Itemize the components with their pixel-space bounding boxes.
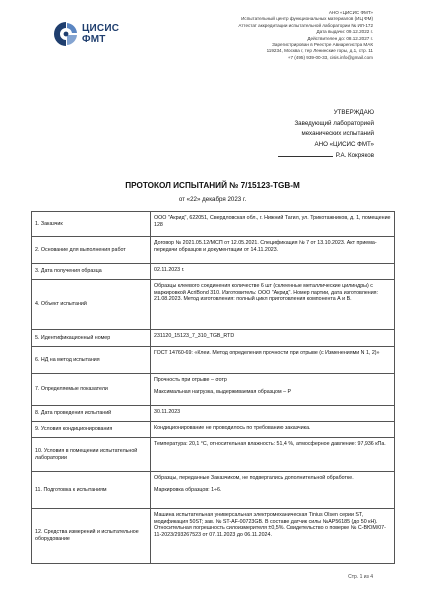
table-row bbox=[32, 472, 395, 509]
value-text: Образцы, переданные Заказчиком, не подвергались дополнительной обработке. bbox=[154, 475, 354, 481]
signature-line bbox=[278, 150, 333, 157]
page-number: Стр. 1 из 4 bbox=[348, 574, 373, 580]
value-text: Маркировка образцов: 1÷6. bbox=[154, 486, 222, 493]
document-date: от «22» декабря 2023 г. bbox=[178, 196, 247, 203]
row-value bbox=[151, 264, 395, 280]
protocol-table bbox=[31, 211, 395, 564]
value-text: 30.11.2023 bbox=[154, 409, 181, 415]
row-value bbox=[151, 330, 395, 347]
table-row bbox=[32, 374, 395, 406]
row-value bbox=[151, 347, 395, 374]
value-text: ООО "Акрид", 622051, Свердловская обл., г. Нижний Тагил, ул. Трикотажников, д. 1, помещение 128 bbox=[154, 215, 391, 228]
org-line: Зарегистрирован в Реестре Авиарегистра МАК bbox=[272, 42, 373, 48]
logo-text bbox=[82, 23, 119, 45]
value-text: Максимальная нагрузка, выдерживаемая образцом – P bbox=[154, 388, 292, 395]
approval-organization: АНО «ЦИСИС ФМТ» bbox=[314, 140, 374, 148]
table-row bbox=[32, 237, 395, 264]
row-value bbox=[151, 509, 395, 564]
row-key: 6. НД на метод испытания bbox=[32, 347, 151, 374]
row-key: 9. Условия кондиционирования bbox=[32, 422, 151, 438]
row-key: 2. Основание для выполнения работ bbox=[32, 237, 151, 264]
table-row bbox=[32, 330, 395, 347]
approval-department: механических испытаний bbox=[301, 130, 374, 137]
document-title: ПРОТОКОЛ ИСПЫТАНИЙ № 7/15123-TGB-M bbox=[125, 181, 300, 190]
row-value bbox=[151, 374, 395, 406]
row-key: 3. Дата получения образца bbox=[32, 264, 151, 280]
row-key: 10. Условия в помещении испытательной лаборатории bbox=[32, 438, 151, 472]
row-key: 11. Подготовка к испытаниям bbox=[32, 472, 151, 509]
row-value bbox=[151, 280, 395, 330]
value-text: Договор № 2021.05.12/МСП от 12.05.2021. Спецификация № 7 от 13.10.2023. Акт приема-передачи образцов и документации от 14.11.2023. bbox=[154, 240, 377, 253]
table-row bbox=[32, 347, 395, 374]
table-row bbox=[32, 212, 395, 237]
row-value bbox=[151, 472, 395, 509]
row-key: 7. Определяемые показатели bbox=[32, 374, 151, 406]
org-line: АНО «ЦИСИС ФМТ» bbox=[328, 10, 373, 15]
row-key: 8. Дата проведения испытаний bbox=[32, 406, 151, 422]
table-row bbox=[32, 509, 395, 564]
org-line: Действителен до: 08.12.2027 г. bbox=[307, 35, 373, 41]
value-text: 231120_15123_7_310_TGB_RTD bbox=[154, 333, 235, 339]
row-key: 5. Идентификационный номер bbox=[32, 330, 151, 347]
value-text: Температура: 20,1 °C, относительная влажность: 51,4 %, атмосферное давление: 97,936 кПа. bbox=[154, 441, 386, 447]
approval-block bbox=[278, 108, 374, 162]
logo-line-1: ЦИСИС bbox=[82, 23, 120, 34]
org-line: Дата выдачи: 09.12.2022 г. bbox=[316, 29, 373, 35]
value-text: Кондиционирование не проводилось по требованию заказчика. bbox=[154, 425, 311, 431]
table-row bbox=[32, 438, 395, 472]
logo-mark-icon bbox=[53, 21, 79, 47]
value-text: Образцы клеевого соединения количестве 6 шт (склеенные металлические цилиндры) с маркировкой AcriBond 310. Изготовитель: ООО "Акрид". Номер партии, дата изготовления: 21.08.2023. Метод изготовления: полный цикл приготовления компонента А и В. bbox=[154, 283, 378, 303]
row-value bbox=[151, 422, 395, 438]
row-value bbox=[151, 406, 395, 422]
value-text: ГОСТ 14760-69: «Клеи. Метод определения прочности при отрыве (с Изменениями N 1, 2)» bbox=[154, 350, 380, 356]
value-text: 02.11.2023 г. bbox=[154, 267, 185, 273]
org-line: 119234, Москва г, тер Ленинские горы, д.1, стр. 11 bbox=[266, 48, 373, 54]
row-key: 4. Объект испытаний bbox=[32, 280, 151, 330]
table-row bbox=[32, 406, 395, 422]
row-value bbox=[151, 237, 395, 264]
signature-row bbox=[278, 150, 374, 162]
logo-line-2: ФМТ bbox=[82, 34, 106, 45]
signer-name: Р.А. Кокряков bbox=[335, 152, 374, 159]
value-text: Машина испытательная универсальная электромеханическая Tinius Olsen серии ST, модификация 50ST; зав. № ST-AF-00723GB. В составе датчик силы №AP56185 (до 50 кН). Относительная погрешность силоизмерителя ±0,5%. Свидетельство о поверке № С-ВЮМ/07-11-2023/293267523 от 07.11.2023 до 06.11.2024. bbox=[154, 512, 386, 538]
org-line: Аттестат аккредитации испытательной лаборатории № ИЛ-172 bbox=[238, 22, 373, 28]
table-row bbox=[32, 422, 395, 438]
row-value bbox=[151, 212, 395, 237]
row-key: 1. Заказчик bbox=[32, 212, 151, 237]
organization-info bbox=[183, 10, 373, 61]
approval-heading: УТВЕРЖДАЮ bbox=[333, 109, 374, 116]
approval-position: Заведующий лабораторией bbox=[294, 119, 374, 127]
table-row bbox=[32, 280, 395, 330]
table-row bbox=[32, 264, 395, 280]
org-line: +7 (495) 939-00-33, cisis.info@gmail.com bbox=[287, 54, 373, 60]
row-value bbox=[151, 438, 395, 472]
value-text: Прочность при отрыве – σотр bbox=[154, 377, 227, 383]
org-line: Испытательный центр функциональных материалов (ИЦ ФМ) bbox=[241, 16, 373, 22]
logo bbox=[53, 19, 123, 53]
row-key: 12. Средства измерений и испытательное оборудование bbox=[32, 509, 151, 564]
